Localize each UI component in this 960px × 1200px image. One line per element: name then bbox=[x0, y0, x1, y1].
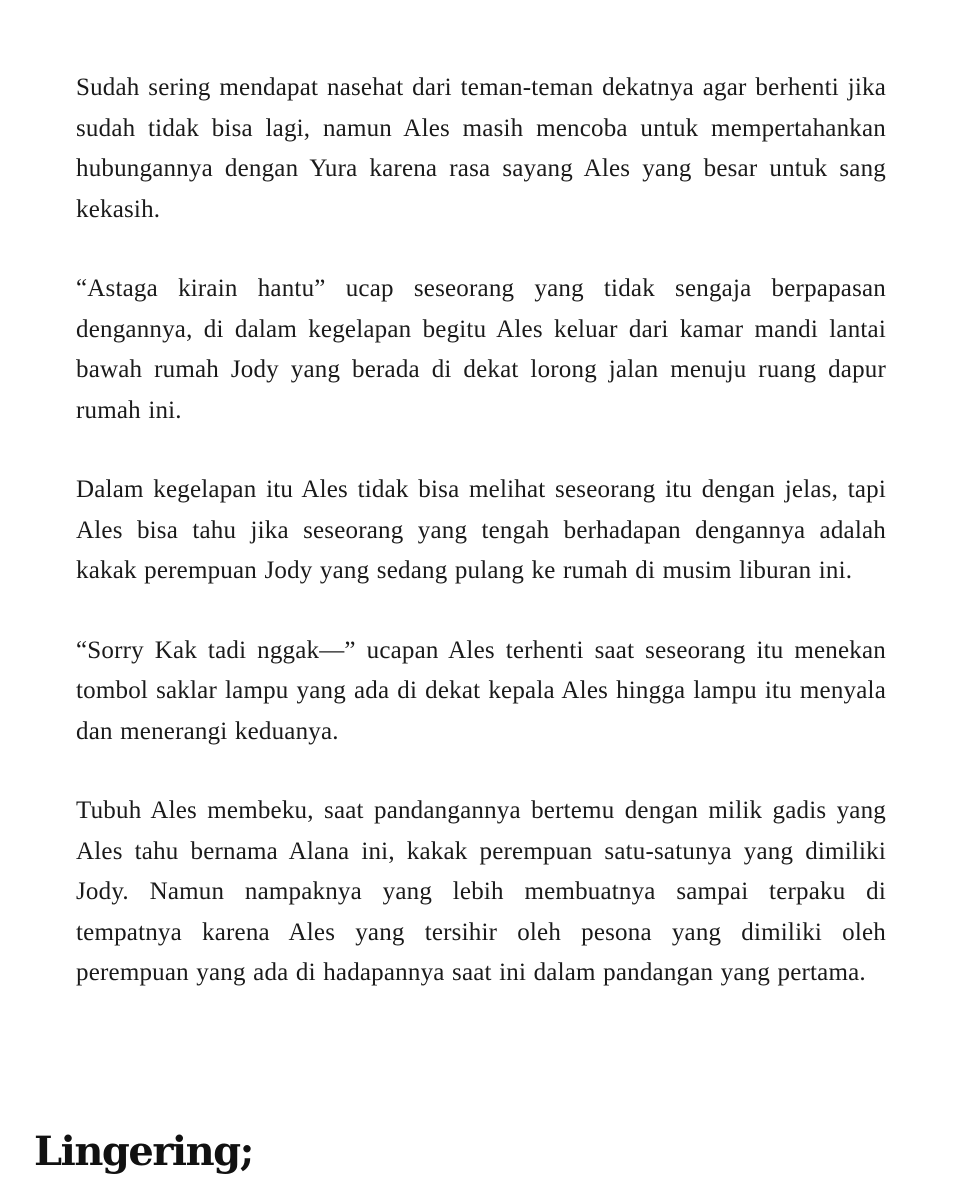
brand-title: Lingering; bbox=[34, 1128, 253, 1175]
paragraph: Sudah sering mendapat nasehat dari teman-teman dekatnya agar berhenti jika sudah tidak bisa lagi, namun Ales masih mencoba untuk mempertahankan hubungannya dengan Yura karena rasa sayang Ales yang besar untuk sang kekasih. bbox=[76, 74, 886, 223]
paragraph: “Astaga kirain hantu” ucap seseorang yang tidak sengaja berpapasan dengannya, di dalam kegelapan begitu Ales keluar dari kamar mandi lantai bawah rumah Jody yang berada di dekat lorong jalan menuju ruang dapur rumah ini. bbox=[76, 275, 886, 424]
story-text bbox=[76, 68, 886, 994]
paragraph: “Sorry Kak tadi nggak—” ucapan Ales terhenti saat seseorang itu menekan tombol saklar lampu yang ada di dekat kepala Ales hingga lampu itu menyala dan menerangi keduanya. bbox=[76, 636, 886, 745]
paragraph: Tubuh Ales membeku, saat pandangannya bertemu dengan milik gadis yang Ales tahu bernama Alana ini, kakak perempuan satu-satunya yang dimiliki Jody. Namun nampaknya yang lebih membuatnya sampai terpaku di tempatnya karena Ales yang tersihir oleh pesona yang dimiliki oleh perempuan yang ada di hadapannya saat ini dalam pandangan yang pertama. bbox=[76, 797, 886, 986]
paragraph: Dalam kegelapan itu Ales tidak bisa melihat seseorang itu dengan jelas, tapi Ales bisa tahu jika seseorang yang tengah berhadapan dengannya adalah kakak perempuan Jody yang sedang pulang ke rumah di musim liburan ini. bbox=[76, 476, 886, 584]
